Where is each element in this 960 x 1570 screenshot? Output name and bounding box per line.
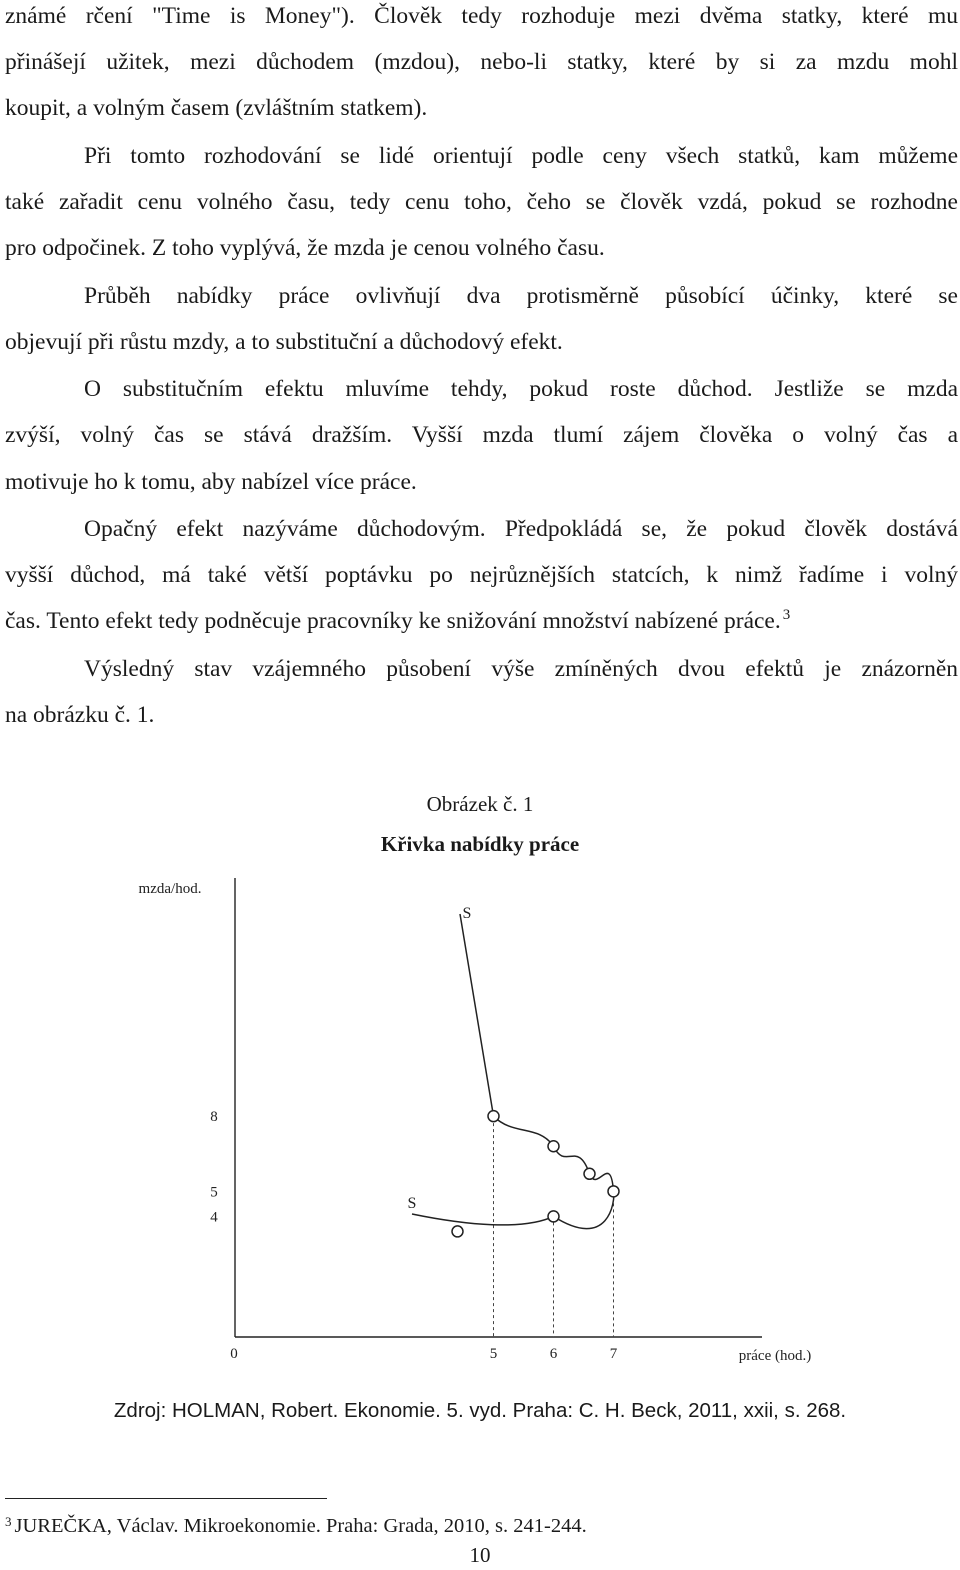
text-line: objevují při růstu mzdy, a to substituční a důchodový efekt.	[5, 329, 563, 355]
text-line: vyšší důchod, má také větší poptávku po nejrůznějších statcích, k nimž řadíme i volný	[5, 562, 958, 588]
data-point	[488, 1111, 499, 1122]
text-line: Výsledný stav vzájemného působení výše zmíněných dvou efektů je znázorněn	[84, 656, 958, 682]
figure-title: Křivka nabídky práce	[380, 832, 580, 856]
text-line: přinášejí užitek, mezi důchodem (mzdou), nebo-li statky, které by si za mzdu mohl	[5, 49, 958, 75]
text-line: Při tomto rozhodování se lidé orientují podle ceny všech statků, kam můžeme	[84, 143, 958, 169]
data-point	[452, 1226, 463, 1237]
figure-source: Zdroj: HOLMAN, Robert. Ekonomie. 5. vyd. Praha: C. H. Beck, 2011, xxii, s. 268.	[113, 1399, 847, 1422]
y-tick-label: 8	[210, 1109, 218, 1126]
text-line: motivuje ho k tomu, aby nabízel více práce.	[5, 469, 417, 495]
x-tick-label: 7	[609, 1346, 618, 1362]
text-line: na obrázku č. 1.	[5, 702, 155, 728]
x-axis-label: práce (hod.)	[738, 1348, 812, 1364]
text-line: Opačný efekt nazýváme důchodovým. Předpokládá se, že pokud člověk dostává	[84, 516, 958, 542]
page-number: 10	[469, 1543, 491, 1567]
y-tick-label: 4	[210, 1209, 218, 1226]
footnote-text: JUREČKA, Václav. Mikroekonomie. Praha: Grada, 2010, s. 241-244.	[14, 1515, 587, 1537]
text-line: známé rčení "Time is Money"). Člověk tedy rozhoduje mezi dvěma statky, které mu	[5, 3, 958, 29]
origin-label: 0	[230, 1346, 238, 1362]
footnote-reference[interactable]: 3	[782, 607, 791, 623]
text-line: koupit, a volným časem (zvláštním statkem).	[5, 95, 428, 121]
text-line: O substitučním efektu mluvíme tehdy, pokud roste důchod. Jestliže se mzda	[84, 376, 958, 402]
y-tick-label: 5	[210, 1184, 218, 1201]
data-point	[548, 1211, 559, 1222]
x-tick-label: 6	[549, 1346, 558, 1362]
text-line: Průběh nabídky práce ovlivňují dva protisměrně působící účinky, které se	[84, 283, 958, 309]
x-tick-label: 5	[489, 1346, 498, 1362]
text-line: zvýší, volný čas se stává dražším. Vyšší mzda tlumí zájem člověka o volný čas a	[5, 422, 958, 448]
text-line: pro odpočinek. Z toho vyplývá, že mzda je cenou volného času.	[5, 235, 605, 261]
text-line: také zařadit cenu volného času, tedy cenu toho, čeho se člověk vzdá, pokud se rozhodne	[5, 189, 958, 215]
curve-label-bottom: S	[407, 1195, 417, 1212]
footnote	[5, 1513, 587, 1539]
figure-number: Obrázek č. 1	[426, 792, 534, 816]
data-point	[548, 1141, 559, 1152]
y-axis-label: mzda/hod.	[138, 881, 202, 897]
supply-curve	[412, 914, 614, 1229]
footnote-number: 3	[5, 1514, 12, 1529]
curve-label-top: S	[462, 905, 472, 922]
footnote-divider	[5, 1498, 327, 1499]
text-line: čas. Tento efekt tedy podněcuje pracovníky ke snižování množství nabízené práce.	[5, 608, 781, 634]
data-point	[584, 1168, 595, 1179]
data-point	[608, 1186, 619, 1197]
